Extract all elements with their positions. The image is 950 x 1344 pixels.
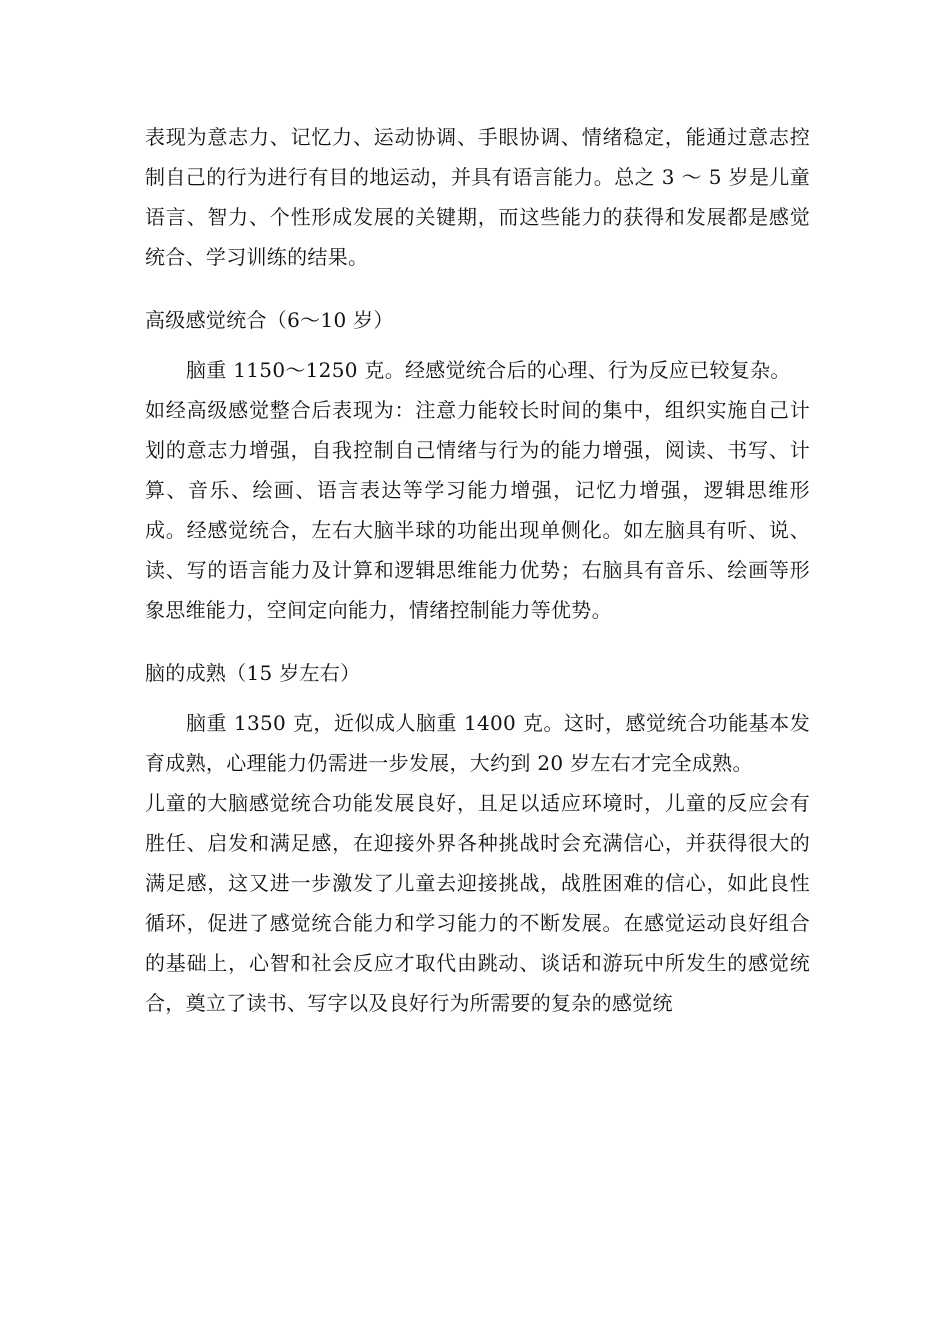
section-heading-advanced-integration: 高级感觉统合（6～10 岁） [145,308,394,332]
section-heading-brain-maturity: 脑的成熟（15 岁左右） [145,661,361,685]
spacer [145,277,810,300]
paragraph-3: 如经高级感觉整合后表现为：注意力能较长时间的集中，组织实施自己计划的意志力增强，自我控制自己情绪与行为的能力增强，阅读、书写、计算、音乐、绘画、语言表达等学习能力增强，记忆力增强，逻辑思维形成。经感觉统合，左右大脑半球的功能出现单侧化。如左脑具有听、说、读、写的语言能力及计算和逻辑思维能力优势；右脑具有音乐、绘画等形象思维能力，空间定向能力，情绪控制能力等优势。 [145,398,810,622]
paragraph-5: 儿童的大脑感觉统合功能发展良好，且足以适应环境时，儿童的反应会有胜任、启发和满足感，在迎接外界各种挑战时会充满信心，并获得很大的满足感，这又进一步激发了儿童去迎接挑战，战胜困难的信心，如此良性循环，促进了感觉统合能力和学习能力的不断发展。在感觉运动良好组合的基础上，心智和社会反应才取代由跳动、谈话和游玩中所发生的感觉统合，奠立了读书、写字以及良好行为所需要的复杂的感觉统 [145,791,810,1015]
paragraph-1: 表现为意志力、记忆力、运动协调、手眼协调、情绪稳定，能通过意志控制自己的行为进行有目的地运动，并具有语言能力。总之 3 ～ 5 岁是儿童语言、智力、个性形成发展的关键期，而这些能力的获得和发展都是感觉统合、学习训练的结果。 [145,125,810,269]
spacer [145,340,810,350]
paragraph-4: 脑重 1350 克，近似成人脑重 1400 克。这时，感觉统合功能基本发育成熟，心理能力仍需进一步发展，大约到 20 岁左右才完全成熟。 [145,711,810,775]
paragraph-2: 脑重 1150～1250 克。经感觉统合后的心理、行为反应已较复杂。 [186,358,791,382]
document-body [145,117,810,1023]
spacer [145,693,810,703]
spacer [145,630,810,653]
